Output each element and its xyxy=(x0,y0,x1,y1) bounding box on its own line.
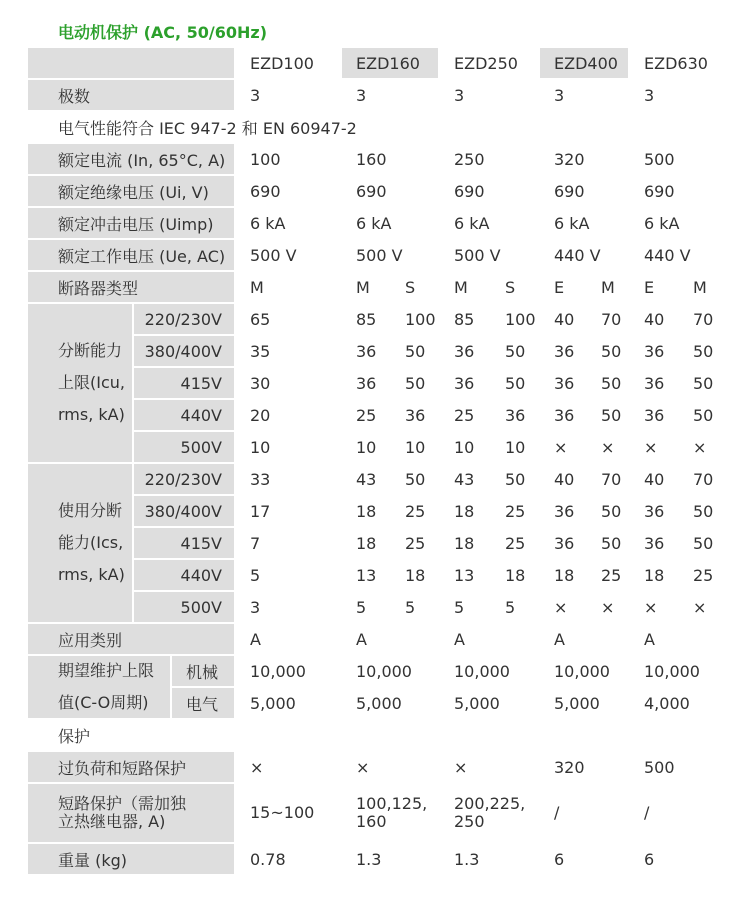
weight-value: 0.78 xyxy=(236,844,340,874)
row-label-rated: 额定工作电压 (Ue, AC) xyxy=(28,240,234,270)
icu-label xyxy=(28,304,132,462)
category-value: A xyxy=(236,624,340,654)
row-label-rated: 额定绝缘电压 (Ui, V) xyxy=(28,176,234,206)
icu-value: 10 xyxy=(342,432,389,462)
breaker-type-value: M xyxy=(236,272,340,302)
ics-value: 50 xyxy=(587,528,628,558)
short-circuit-value: 200,225, 250 xyxy=(440,784,538,842)
ics-value: 18 xyxy=(440,528,489,558)
rated-value: 6 kA xyxy=(440,208,538,238)
model-header: EZD100 xyxy=(236,48,340,78)
rated-value: 500 xyxy=(630,144,722,174)
ics-value: 40 xyxy=(630,464,677,494)
ics-value: 36 xyxy=(630,528,677,558)
overload-value: × xyxy=(440,752,538,782)
icu-value: 50 xyxy=(391,368,438,398)
icu-value: 40 xyxy=(540,304,585,334)
ics-value: 40 xyxy=(540,464,585,494)
life-sub-label: 电气 xyxy=(172,688,234,718)
breaker-type-value: E xyxy=(630,272,677,302)
ics-value: 50 xyxy=(491,464,538,494)
icu-value: 70 xyxy=(679,304,722,334)
overload-value: × xyxy=(236,752,340,782)
model-header: EZD630 xyxy=(630,48,722,78)
poles-value: 3 xyxy=(540,80,628,110)
icu-value: 36 xyxy=(630,368,677,398)
life-value: 10,000 xyxy=(440,656,538,686)
poles-value: 3 xyxy=(236,80,340,110)
icu-value: 25 xyxy=(342,400,389,430)
icu-voltage: 415V xyxy=(134,368,234,398)
rated-value: 690 xyxy=(540,176,628,206)
ics-value: 18 xyxy=(391,560,438,590)
short-circuit-value: 15~100 xyxy=(236,784,340,842)
ics-value: 25 xyxy=(491,496,538,526)
ics-value: 18 xyxy=(342,528,389,558)
ics-value: 18 xyxy=(540,560,585,590)
life-value: 5,000 xyxy=(440,688,538,718)
ics-value: 5 xyxy=(236,560,340,590)
rated-value: 690 xyxy=(440,176,538,206)
short-circuit-value: 100,125, 160 xyxy=(342,784,438,842)
ics-value: 25 xyxy=(491,528,538,558)
rated-value: 6 kA xyxy=(236,208,340,238)
icu-value: 36 xyxy=(391,400,438,430)
icu-value: 50 xyxy=(587,400,628,430)
overload-value: 320 xyxy=(540,752,628,782)
model-header: EZD250 xyxy=(440,48,538,78)
ics-label-line: rms, kA) xyxy=(58,565,125,584)
life-value: 5,000 xyxy=(540,688,628,718)
icu-value: 40 xyxy=(630,304,677,334)
icu-value: 70 xyxy=(587,304,628,334)
icu-value: 50 xyxy=(679,336,722,366)
ics-value: 70 xyxy=(679,464,722,494)
life-value: 10,000 xyxy=(236,656,340,686)
ics-value: 33 xyxy=(236,464,340,494)
icu-value: 36 xyxy=(342,368,389,398)
ics-value: 25 xyxy=(587,560,628,590)
icu-value: 35 xyxy=(236,336,340,366)
ics-value: × xyxy=(679,592,722,622)
category-value: A xyxy=(540,624,628,654)
icu-voltage: 380/400V xyxy=(134,336,234,366)
icu-value: × xyxy=(540,432,585,462)
ics-value: 50 xyxy=(679,528,722,558)
ics-value: 3 xyxy=(236,592,340,622)
life-label-line: 值(C-O周期) xyxy=(58,693,149,712)
icu-value: 10 xyxy=(491,432,538,462)
ics-voltage: 380/400V xyxy=(134,496,234,526)
ics-value: 5 xyxy=(391,592,438,622)
rated-value: 500 V xyxy=(236,240,340,270)
rated-value: 6 kA xyxy=(630,208,722,238)
ics-value: 25 xyxy=(679,560,722,590)
row-label-poles: 极数 xyxy=(28,80,234,110)
row-label-rated: 额定电流 (In, 65°C, A) xyxy=(28,144,234,174)
icu-value: 65 xyxy=(236,304,340,334)
rated-value: 160 xyxy=(342,144,438,174)
rated-value: 690 xyxy=(630,176,722,206)
ics-value: 50 xyxy=(679,496,722,526)
model-header: EZD400 xyxy=(540,48,628,78)
ics-value: 18 xyxy=(440,496,489,526)
ics-value: 25 xyxy=(391,496,438,526)
icu-label-line: rms, kA) xyxy=(58,405,125,424)
ics-value: × xyxy=(587,592,628,622)
section-electrical: 电气性能符合 IEC 947-2 和 EN 60947-2 xyxy=(28,112,722,142)
row-label-weight: 重量 (kg) xyxy=(28,844,234,874)
ics-voltage: 415V xyxy=(134,528,234,558)
life-value: 10,000 xyxy=(342,656,438,686)
life-value: 10,000 xyxy=(540,656,628,686)
ics-value: × xyxy=(630,592,677,622)
icu-value: × xyxy=(679,432,722,462)
ics-voltage: 440V xyxy=(134,560,234,590)
ics-label-line: 使用分断 xyxy=(58,501,123,520)
breaker-type-value: M xyxy=(587,272,628,302)
life-label xyxy=(28,656,170,718)
icu-voltage: 500V xyxy=(134,432,234,462)
ics-value: 13 xyxy=(440,560,489,590)
ics-voltage: 500V xyxy=(134,592,234,622)
ics-value: 36 xyxy=(630,496,677,526)
rated-value: 440 V xyxy=(630,240,722,270)
life-value: 5,000 xyxy=(342,688,438,718)
icu-value: 50 xyxy=(587,368,628,398)
breaker-type-value: M xyxy=(679,272,722,302)
icu-value: 36 xyxy=(440,336,489,366)
icu-value: 85 xyxy=(342,304,389,334)
ics-value: 36 xyxy=(540,496,585,526)
ics-value: 18 xyxy=(491,560,538,590)
breaker-type-value: S xyxy=(391,272,438,302)
icu-value: 36 xyxy=(630,336,677,366)
ics-label-line: 能力(Ics, xyxy=(58,533,124,552)
life-value: 10,000 xyxy=(630,656,722,686)
row-label-category: 应用类别 xyxy=(28,624,234,654)
icu-value: 36 xyxy=(630,400,677,430)
icu-value: 50 xyxy=(491,368,538,398)
icu-value: 10 xyxy=(440,432,489,462)
rated-value: 100 xyxy=(236,144,340,174)
ics-value: 25 xyxy=(391,528,438,558)
row-label-breaker-type: 断路器类型 xyxy=(28,272,234,302)
ics-value: 17 xyxy=(236,496,340,526)
category-value: A xyxy=(342,624,438,654)
ics-value: 50 xyxy=(587,496,628,526)
header-blank xyxy=(28,48,234,78)
breaker-type-value: M xyxy=(440,272,489,302)
icu-value: 50 xyxy=(679,368,722,398)
short-circuit-value: / xyxy=(630,784,722,842)
icu-voltage: 220/230V xyxy=(134,304,234,334)
ics-value: 7 xyxy=(236,528,340,558)
table-title: 电动机保护 (AC, 50/60Hz) xyxy=(28,16,722,46)
icu-value: × xyxy=(630,432,677,462)
ics-value: 18 xyxy=(342,496,389,526)
row-label-rated: 额定冲击电压 (Uimp) xyxy=(28,208,234,238)
poles-value: 3 xyxy=(342,80,438,110)
icu-value: 36 xyxy=(342,336,389,366)
icu-value: 36 xyxy=(540,368,585,398)
icu-value: 36 xyxy=(491,400,538,430)
ics-value: 43 xyxy=(440,464,489,494)
rated-value: 690 xyxy=(342,176,438,206)
overload-value: × xyxy=(342,752,438,782)
rated-value: 6 kA xyxy=(540,208,628,238)
icu-value: 100 xyxy=(491,304,538,334)
ics-value: 43 xyxy=(342,464,389,494)
ics-value: 5 xyxy=(440,592,489,622)
row-label-short-circuit: 短路保护（需加独立热继电器, A) xyxy=(28,784,234,842)
breaker-type-value: E xyxy=(540,272,585,302)
icu-value: 50 xyxy=(679,400,722,430)
icu-value: 36 xyxy=(440,368,489,398)
icu-value: 100 xyxy=(391,304,438,334)
icu-value: 85 xyxy=(440,304,489,334)
rated-value: 500 V xyxy=(440,240,538,270)
icu-value: 36 xyxy=(540,400,585,430)
ics-value: × xyxy=(540,592,585,622)
weight-value: 6 xyxy=(540,844,628,874)
model-header: EZD160 xyxy=(342,48,438,78)
ics-voltage: 220/230V xyxy=(134,464,234,494)
rated-value: 250 xyxy=(440,144,538,174)
poles-value: 3 xyxy=(630,80,722,110)
rated-value: 500 V xyxy=(342,240,438,270)
icu-value: 50 xyxy=(391,336,438,366)
ics-value: 50 xyxy=(391,464,438,494)
ics-value: 18 xyxy=(630,560,677,590)
icu-value: × xyxy=(587,432,628,462)
icu-label-line: 上限(Icu, xyxy=(58,373,125,392)
icu-value: 10 xyxy=(236,432,340,462)
rated-value: 6 kA xyxy=(342,208,438,238)
icu-value: 36 xyxy=(540,336,585,366)
icu-value: 10 xyxy=(391,432,438,462)
rated-value: 440 V xyxy=(540,240,628,270)
ics-value: 70 xyxy=(587,464,628,494)
category-value: A xyxy=(440,624,538,654)
icu-value: 50 xyxy=(587,336,628,366)
life-value: 4,000 xyxy=(630,688,722,718)
ics-value: 5 xyxy=(342,592,389,622)
ics-value: 5 xyxy=(491,592,538,622)
ics-label xyxy=(28,464,132,622)
icu-value: 50 xyxy=(491,336,538,366)
ics-value: 13 xyxy=(342,560,389,590)
life-label-line: 期望维护上限 xyxy=(58,661,155,680)
rated-value: 320 xyxy=(540,144,628,174)
icu-value: 30 xyxy=(236,368,340,398)
section-protection: 保护 xyxy=(28,720,722,750)
life-sub-label: 机械 xyxy=(172,656,234,686)
weight-value: 6 xyxy=(630,844,722,874)
ics-value: 36 xyxy=(540,528,585,558)
overload-value: 500 xyxy=(630,752,722,782)
breaker-type-value: S xyxy=(491,272,538,302)
icu-label-line: 分断能力 xyxy=(58,341,123,360)
breaker-type-value: M xyxy=(342,272,389,302)
category-value: A xyxy=(630,624,722,654)
weight-value: 1.3 xyxy=(440,844,538,874)
rated-value: 690 xyxy=(236,176,340,206)
life-value: 5,000 xyxy=(236,688,340,718)
row-label-overload: 过负荷和短路保护 xyxy=(28,752,234,782)
poles-value: 3 xyxy=(440,80,538,110)
weight-value: 1.3 xyxy=(342,844,438,874)
icu-value: 25 xyxy=(440,400,489,430)
icu-voltage: 440V xyxy=(134,400,234,430)
short-circuit-value: / xyxy=(540,784,628,842)
icu-value: 20 xyxy=(236,400,340,430)
